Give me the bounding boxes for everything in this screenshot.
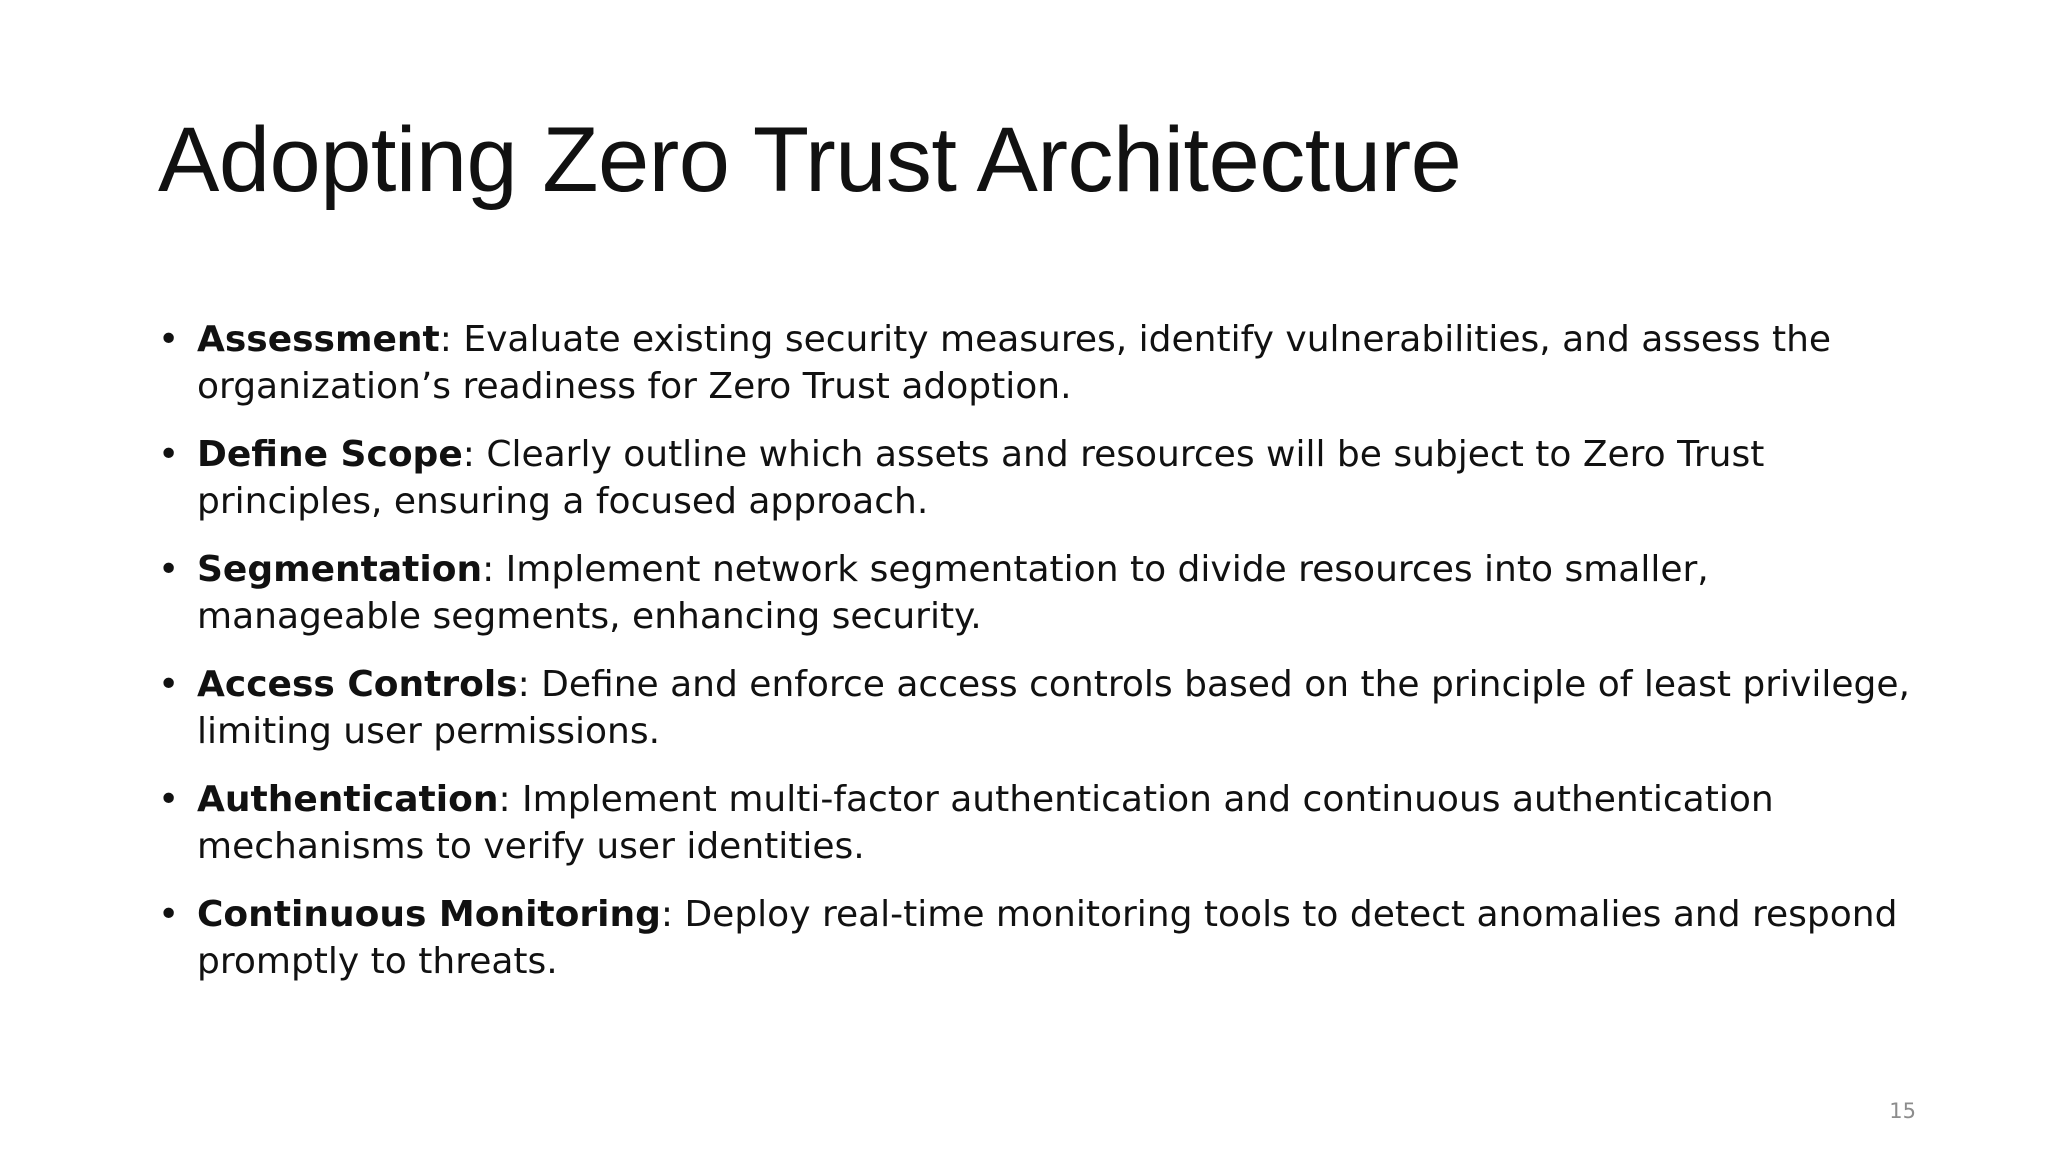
- bullet-item-define-scope: [158, 431, 1918, 525]
- slide-title: Adopting Zero Trust Architecture: [158, 109, 1462, 211]
- bullet-text: : Implement network segmentation to divide resources into smaller, manageable segments, enhancing security.: [197, 549, 1709, 637]
- bullet-term: Continuous Monitoring: [197, 894, 661, 935]
- bullet-term: Access Controls: [197, 664, 518, 705]
- bullet-list: [158, 316, 1918, 1006]
- bullet-icon: •: [158, 434, 180, 475]
- page-number: 15: [1889, 1099, 1916, 1123]
- bullet-text: : Implement multi-factor authentication and continuous authentication mechanisms to verify user identities.: [197, 779, 1774, 867]
- bullet-text: : Define and enforce access controls based on the principle of least privilege, limiting user permissions.: [197, 664, 1910, 752]
- bullet-item-continuous-monitoring: [158, 891, 1918, 985]
- bullet-icon: •: [158, 549, 180, 590]
- bullet-term: Assessment: [197, 319, 440, 360]
- bullet-icon: •: [158, 319, 180, 360]
- bullet-item-access-controls: [158, 661, 1918, 755]
- bullet-text: : Deploy real-time monitoring tools to detect anomalies and respond promptly to threats.: [197, 894, 1898, 982]
- bullet-icon: •: [158, 664, 180, 705]
- bullet-term: Segmentation: [197, 549, 483, 590]
- bullet-item-segmentation: [158, 546, 1918, 640]
- bullet-item-assessment: [158, 316, 1918, 410]
- bullet-text: : Evaluate existing security measures, identify vulnerabilities, and assess the organization’s readiness for Zero Trust adoption.: [197, 319, 1832, 407]
- bullet-term: Authentication: [197, 779, 499, 820]
- bullet-text: : Clearly outline which assets and resources will be subject to Zero Trust principles, ensuring a focused approach.: [197, 434, 1765, 522]
- bullet-item-authentication: [158, 776, 1918, 870]
- bullet-icon: •: [158, 779, 180, 820]
- bullet-term: Define Scope: [197, 434, 463, 475]
- bullet-icon: •: [158, 894, 180, 935]
